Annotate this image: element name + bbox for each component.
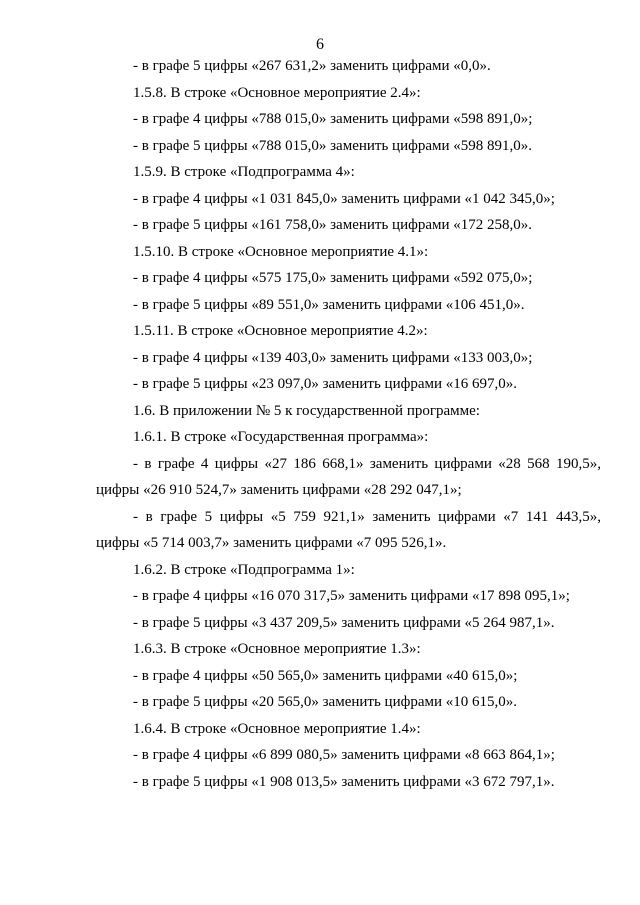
paragraph-graph4-change [96, 451, 601, 504]
text-line: - в графе 5 цифры «89 551,0» заменить цифрами «106 451,0». [133, 296, 525, 313]
text-line: 1.6.4. В строке «Основное мероприятие 1.4»: [133, 720, 421, 737]
text-line: 1.5.10. В строке «Основное мероприятие 4.1»: [133, 243, 429, 260]
text-line: - в графе 4 цифры «1 031 845,0» заменить цифрами «1 042 345,0»; [133, 190, 555, 207]
text-line: - в графе 4 цифры «50 565,0» заменить цифрами «40 615,0»; [133, 667, 518, 684]
text-line: 1.6. В приложении № 5 к государственной программе: [133, 402, 480, 419]
paragraph-first-line: - в графе 5 цифры «5 759 921,1» заменить цифрами «7 141 443,5», [133, 508, 601, 525]
text-line: 1.5.9. В строке «Подпрограмма 4»: [133, 164, 355, 180]
text-line: - в графе 4 цифры «575 175,0» заменить цифрами «592 075,0»; [133, 270, 533, 286]
document-body [96, 53, 601, 795]
text-line: 1.6.1. В строке «Государственная программа»: [133, 429, 429, 445]
paragraph-continuation: цифры «26 910 524,7» заменить цифрами «28 292 047,1»; [96, 482, 462, 498]
text-line: - в графе 5 цифры «23 097,0» заменить цифрами «16 697,0». [133, 376, 518, 392]
text-line: 1.6.2. В строке «Подпрограмма 1»: [133, 561, 355, 578]
paragraph-continuation: цифры «5 714 003,7» заменить цифрами «7 095 526,1». [96, 535, 447, 551]
text-line: - в графе 5 цифры «161 758,0» заменить цифрами «172 258,0». [133, 217, 533, 233]
text-line: - в графе 4 цифры «16 070 317,5» заменить цифрами «17 898 095,1»; [133, 588, 570, 604]
page-number: 6 [316, 36, 324, 53]
text-line: - в графе 5 цифры «788 015,0» заменить цифрами «598 891,0». [133, 137, 533, 154]
text-line: - в графе 4 цифры «139 403,0» заменить цифрами «133 003,0»; [133, 349, 533, 366]
paragraph-first-line: - в графе 4 цифры «27 186 668,1» заменить цифрами «28 568 190,5», [133, 455, 601, 472]
paragraph-graph5-change [96, 504, 601, 557]
text-line: 1.5.11. В строке «Основное мероприятие 4.2»: [133, 323, 428, 339]
text-line: - в графе 5 цифры «3 437 209,5» заменить цифрами «5 264 987,1». [133, 614, 555, 631]
text-line: 1.6.3. В строке «Основное мероприятие 1.3»: [133, 641, 421, 657]
text-line: - в графе 4 цифры «788 015,0» заменить цифрами «598 891,0»; [133, 111, 533, 127]
text-line: - в графе 5 цифры «1 908 013,5» заменить цифрами «3 672 797,1». [133, 773, 555, 790]
text-line: - в графе 5 цифры «20 565,0» заменить цифрами «10 615,0». [133, 694, 518, 710]
text-line: 1.5.8. В строке «Основное мероприятие 2.4»: [133, 84, 421, 101]
text-line: - в графе 4 цифры «6 899 080,5» заменить цифрами «8 663 864,1»; [133, 747, 555, 763]
text-line: - в графе 5 цифры «267 631,2» заменить цифрами «0,0». [133, 58, 491, 74]
